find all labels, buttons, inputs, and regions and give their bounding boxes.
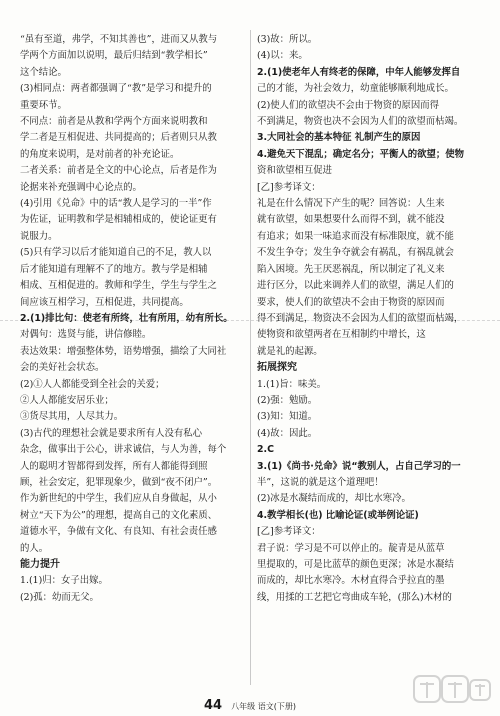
text-line: 3.大同社会的基本特征 礼制产生的原因	[257, 132, 421, 144]
text-line: 己的才能，为社会效力，幼童能够顺利地成长。	[257, 83, 454, 95]
text-line: 对偶句：选贤与能，讲信修睦。	[20, 329, 152, 341]
text-line: 资和欲望相互促进	[257, 165, 333, 177]
text-line: 得不到满足，物资决不会因为人们的欲望而枯竭，	[257, 312, 464, 324]
section-heading: 拓展探究	[257, 362, 297, 374]
text-line: 就有欲望，如果想要什么而得不到，就不能没	[257, 214, 445, 226]
text-line: 学二者是互相促进、共同提高的；后者则只从教	[20, 132, 217, 144]
text-line: 顾，社会安定，犯罪现象少，做到“夜不闭户”。	[20, 476, 218, 488]
text-line: 而成的，却比水寒冷。木材直得合乎拉直的墨	[257, 575, 445, 587]
text-line: 不发生争夺；发生争夺就会有祸乱，有祸乱就会	[257, 247, 454, 259]
text-line: 礼是在什么情况下产生的呢？回答说：人生来	[257, 198, 445, 210]
text-line: 2.C	[257, 444, 274, 456]
text-line: 使物资和欲望两者在互相制约中增长，这	[257, 329, 426, 341]
page-number: 44	[204, 698, 223, 713]
text-line: 2.(1)排比句：使老有所终，壮有所用，幼有所长。	[20, 312, 233, 324]
text-line: 里提取的，可是比蓝草的颜色更深；冰是水凝结	[257, 559, 454, 570]
text-line: 4.避免天下混乱；确定名分；平衡人的欲望；使物	[257, 148, 464, 160]
text-line: 1.(1)旨：味美。	[257, 378, 327, 390]
left-column	[20, 32, 244, 606]
text-line: 学两个方面加以说明，最后归结到“教学相长”	[20, 50, 208, 62]
text-line: 相成、互相促进的。教师和学生，学生与学生之	[20, 280, 217, 292]
text-line: 线，用揉的工艺把它弯曲成车轮，(那么)木材的	[257, 591, 452, 603]
text-line: 3.(1)《尚书·兑命》说“教别人，占自己学习的一	[257, 460, 461, 472]
text-line: 要求，使人们的欲望决不会由于物资的原因而	[257, 296, 445, 308]
text-line: 的角度来说明，是对前者的补充论证。	[20, 148, 180, 160]
text-line: 说服力。	[20, 230, 58, 242]
text-line: 重要环节。	[20, 99, 67, 111]
text-line: 2.(1)使老年人有终老的保障，中年人能够发挥自	[257, 66, 461, 78]
text-line: 表达效果：增强整体势，语势增强，描绘了大同社	[20, 345, 227, 357]
text-line: (3)故：所以。	[257, 34, 318, 45]
text-line: 为佐证，证明教和学是相辅相成的，使论证更有	[20, 214, 217, 226]
text-line: 4.教学相长(也) 比喻论证(或举例论证)	[257, 509, 419, 521]
text-line: [乙]参考译文：	[257, 181, 321, 193]
grade-subject: 八年级 语文(下册)	[231, 702, 296, 711]
text-line: (2)冰是水凝结而成的，却比水寒冷。	[257, 493, 411, 505]
text-line: (3)相同点：两者都强调了“教”是学习和提升的	[20, 83, 212, 95]
text-line: (4)以：来。	[257, 50, 308, 62]
text-line: (2)强：勉励。	[257, 394, 318, 406]
section-heading: 能力提升	[20, 559, 60, 570]
text-line: 1.(1)归：女子出嫁。	[20, 575, 108, 587]
text-line: (2)①人人都能受到全社会的关爱；	[20, 378, 165, 390]
text-line: 进行区分，以此来调养人们的欲望，满足人们的	[257, 280, 454, 292]
text-line: 人的聪明才智都得到发挥，所有人都能得到照	[20, 460, 208, 472]
text-line: 杂念，做事出于公心，讲求诚信，与人为善，每个	[20, 444, 227, 456]
right-column	[257, 32, 481, 606]
text-line: ③货尽其用，人尽其力。	[20, 411, 124, 423]
text-line: (4)引用《兑命》中的话“教人是学习的一半”作	[20, 198, 212, 210]
text-line: 这个结论。	[20, 66, 67, 78]
text-line: 半”，这说的就是这个道理吧！	[257, 476, 384, 488]
text-line: 二者关系：前者是全文的中心论点，后者是作为	[20, 165, 217, 177]
text-line: 会的美好社会状态。	[20, 362, 105, 374]
text-line: (3)知：知道。	[257, 411, 318, 423]
text-line: [乙]参考译文：	[257, 526, 321, 538]
text-line: (2)孤：幼而无父。	[20, 591, 99, 603]
text-line: (5)只有学习以后才能知道自己的不足，教人以	[20, 247, 212, 259]
text-line: 就是礼的起源。	[257, 345, 323, 357]
text-line: 后才能知道有理解不了的地方。教与学是相辅	[20, 263, 208, 275]
text-line: ②人人都能安居乐业；	[20, 394, 114, 406]
column-divider	[250, 30, 251, 685]
text-line: 不同点：前者是从教和学两个方面来说明教和	[20, 116, 208, 128]
text-line: 的人。	[20, 542, 49, 554]
text-line: 树立“天下为公”的理想，提高自己的文化素质、	[20, 509, 218, 521]
text-line: “虽有至道，弗学，不知其善也”，进而又从教与	[20, 34, 218, 45]
text-line: 间应该互相学习，互相促进，共同提高。	[20, 296, 189, 308]
text-line: 道德水平，争做有文化、有良知、有社会责任感	[20, 526, 217, 538]
text-line: (3)古代的理想社会就是要求所有人没有私心	[20, 427, 203, 439]
text-line: 君子说：学习是不可以停止的。靛青是从蓝草	[257, 542, 445, 554]
text-line: 陷入困境。先王厌恶祸乱，所以制定了礼义来	[257, 263, 445, 275]
text-line: (2)使人们的欲望决不会由于物资的原因而得	[257, 99, 440, 111]
text-line: 不到满足，物资也决不会因为人们的欲望而枯竭。	[257, 116, 464, 128]
text-line: 作为新世纪的中学生，我们应从自身做起，从小	[20, 493, 217, 505]
text-line: 有追求；如果一味追求而没有标准限度，就不能	[257, 230, 454, 242]
watermark-stamp-icon	[412, 672, 494, 712]
text-line: 论据来补充强调中心论点的。	[20, 181, 142, 193]
text-line: (4)故：因此。	[257, 427, 318, 439]
